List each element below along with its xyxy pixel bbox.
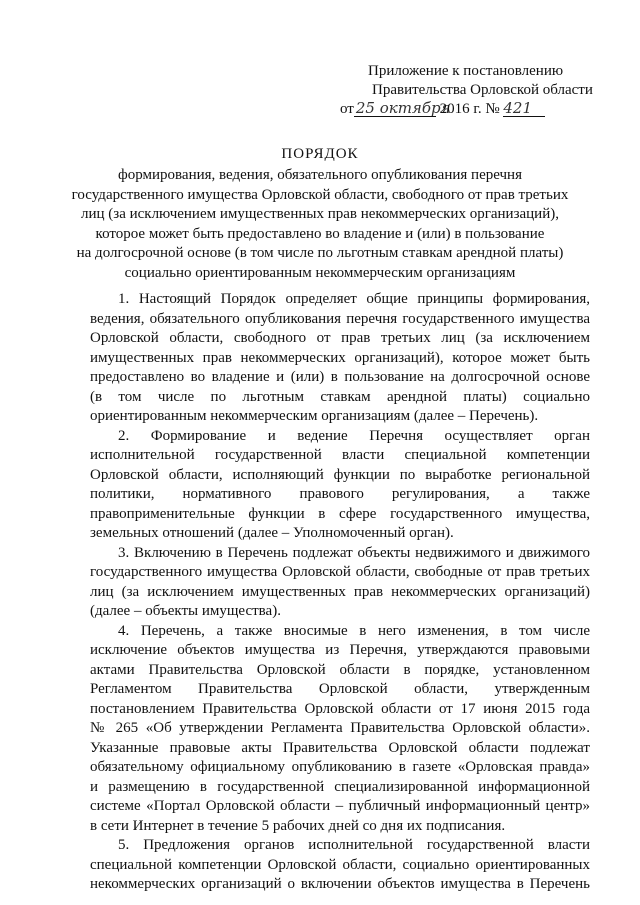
appendix-header: [340, 62, 600, 119]
handwritten-date: 25 октября: [355, 99, 451, 117]
paragraph-2: [90, 427, 590, 544]
year-number-label: 2016 г. №: [439, 101, 500, 117]
paragraph-line: политики, нормативного правового регулирования, а также: [90, 486, 590, 502]
paragraph-line: Орловской области, исполняющий функции по выработке региональной: [90, 466, 590, 483]
paragraph-4: [90, 622, 590, 837]
paragraph-line: земельных отношений (далее – Уполномоченный орган).: [90, 525, 454, 541]
paragraph-line: некоммерческих организаций о включении объектов имущества в Перечень: [90, 876, 590, 892]
document-subtitle: [60, 166, 580, 283]
paragraph-line: (в том числе по льготным ставкам арендной платы) социально: [90, 388, 590, 405]
paragraph-3: [90, 544, 590, 622]
subtitle-line: лиц (за исключением имущественных прав некоммерческих организаций),: [80, 206, 559, 222]
paragraph-line: 2. Формирование и ведение Перечня осуществляет орган: [118, 427, 590, 444]
paragraph-line: имущественных прав некоммерческих организаций), которое может быть: [90, 349, 590, 366]
paragraph-line: и размещению в государственной специализированной информационной: [90, 778, 590, 795]
paragraph-line: (далее – объекты имущества).: [90, 603, 281, 619]
paragraph-line: специальной компетенции Орловской области, социально ориентированных: [90, 856, 590, 873]
handwritten-number: 421: [503, 101, 545, 117]
appendix-line-1: Приложение к постановлению: [368, 63, 564, 79]
paragraph-line: № 265 «Об утверждении Регламента Правительства Орловской области».: [90, 720, 590, 736]
subtitle-line: которое может быть предоставлено во владение и (или) в пользование: [95, 225, 545, 242]
subtitle-line: социально ориентированным некоммерческим организациям: [124, 264, 516, 281]
paragraph-line: Указанные правовые акты Правительства Орловской области подлежат: [90, 739, 590, 756]
paragraph-line: 1. Настоящий Порядок определяет общие принципы формирования,: [118, 291, 590, 307]
paragraph-line: государственного имущества Орловской области, свободные от прав третьих: [90, 564, 590, 580]
paragraph-line: в сети Интернет в течение 5 рабочих дней со дня их подписания.: [90, 817, 506, 834]
subtitle-line: формирования, ведения, обязательного опубликования перечня: [118, 167, 522, 183]
paragraph-line: 3. Включению в Перечень подлежат объекты недвижимого и движимого: [118, 544, 590, 561]
paragraph-line: предоставлено во владение и (или) в пользование на долгосрочной основе: [90, 369, 590, 385]
subtitle-line: на долгосрочной основе (в том числе по льготным ставкам арендной платы): [76, 245, 564, 261]
paragraph-line: постановлением Правительства Орловской области от 17 июня 2015 года: [90, 700, 590, 717]
document-title: ПОРЯДОК: [281, 146, 359, 162]
paragraph-line: ориентированным некоммерческим организациям (далее – Перечень).: [90, 408, 539, 424]
paragraph-line: исключение объектов имущества из Перечня, утверждаются правовыми: [90, 642, 590, 658]
date-prefix: от: [340, 101, 354, 117]
paragraph-line: 5. Предложения органов исполнительной государственной власти: [118, 837, 590, 853]
paragraph-line: обязательному официальному опубликованию в газете «Орловская правда»: [90, 759, 590, 775]
paragraph-line: исполнительной государственной власти специальной компетенции: [90, 447, 590, 463]
subtitle-line: государственного имущества Орловской области, свободного от прав третьих: [71, 186, 569, 203]
paragraph-line: 4. Перечень, а также вносимые в него изменения, в том числе: [118, 622, 590, 639]
paragraph-1: [90, 290, 590, 427]
paragraph-line: актами Правительства Орловской области в порядке, установленном: [90, 661, 590, 678]
document-body: [90, 290, 590, 895]
appendix-line-2: Правительства Орловской области: [372, 82, 593, 98]
paragraph-line: ведения, обязательного опубликования перечня государственного имущества: [90, 310, 590, 327]
paragraph-line: правоприменительные функции в сфере государственного имущества,: [90, 505, 590, 522]
paragraph-line: Орловской области, свободного от прав третьих лиц (за исключением: [90, 330, 590, 346]
appendix-date-line: [340, 100, 600, 119]
paragraph-line: лиц (за исключением имущественных прав некоммерческих организаций): [90, 583, 590, 600]
paragraph-line: системе «Портал Орловской области – публичный информационный центр»: [90, 798, 590, 814]
paragraph-line: Регламентом Правительства Орловской области, утвержденным: [90, 681, 590, 697]
paragraph-5: [90, 836, 590, 895]
